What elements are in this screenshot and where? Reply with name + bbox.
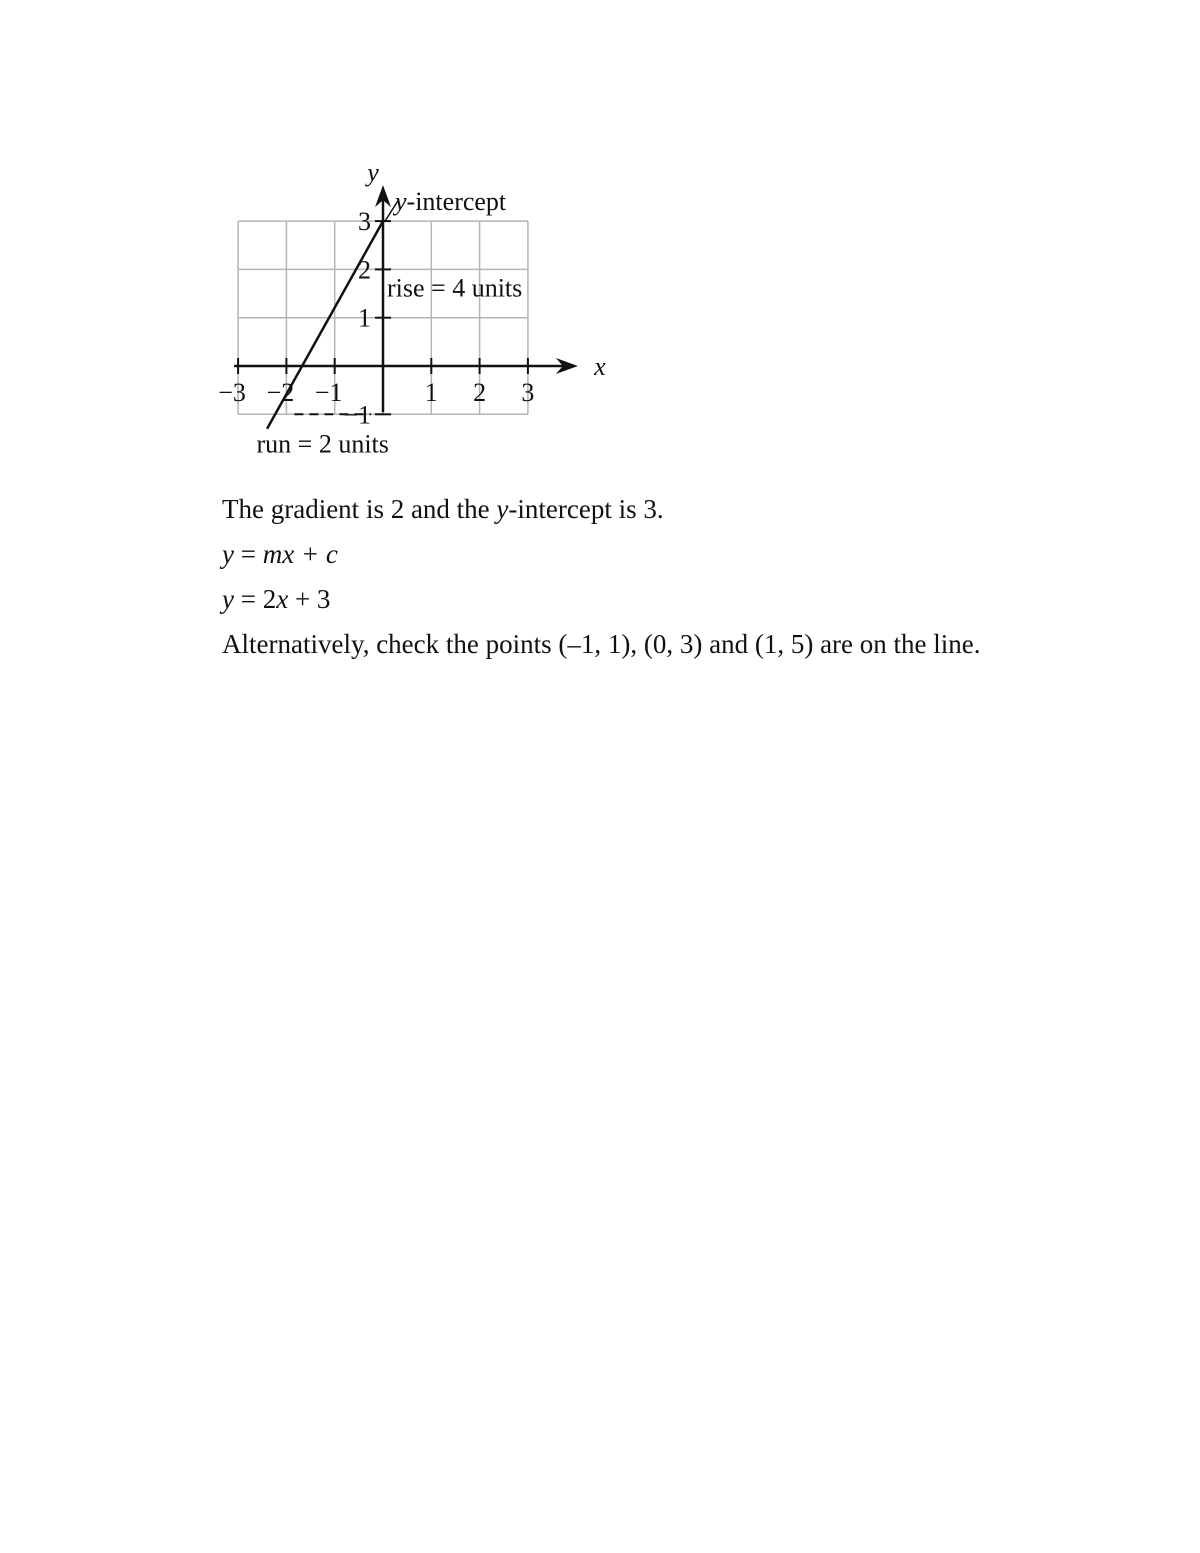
y-tick-label: −1	[343, 400, 371, 430]
y-tick-label: 3	[358, 207, 371, 237]
gradient-figure	[0, 0, 700, 480]
gradient-statement: The gradient is 2 and the y-intercept is 3.	[222, 494, 664, 524]
x-axis-label: x	[594, 352, 606, 381]
x-tick-label: 3	[521, 378, 535, 407]
y-tick-label: 2	[358, 255, 371, 285]
x-tick-label: −2	[266, 378, 295, 407]
y-axis-label: y	[367, 158, 379, 188]
y-tick-label: 1	[358, 303, 371, 333]
run-label: run = 2 units	[256, 429, 389, 459]
general-equation: y = mx + c	[222, 539, 338, 569]
rise-label: rise = 4 units	[387, 273, 523, 303]
y-intercept-label: y-intercept	[395, 187, 507, 217]
x-tick-label: −3	[218, 378, 246, 407]
x-tick-label: 2	[473, 378, 487, 407]
specific-equation: y = 2x + 3	[222, 584, 331, 614]
x-tick-label: −1	[314, 378, 343, 407]
x-tick-label: 1	[424, 378, 438, 407]
alternative-check: Alternatively, check the points (–1, 1), (0, 3) and (1, 5) are on the line.	[222, 629, 981, 659]
